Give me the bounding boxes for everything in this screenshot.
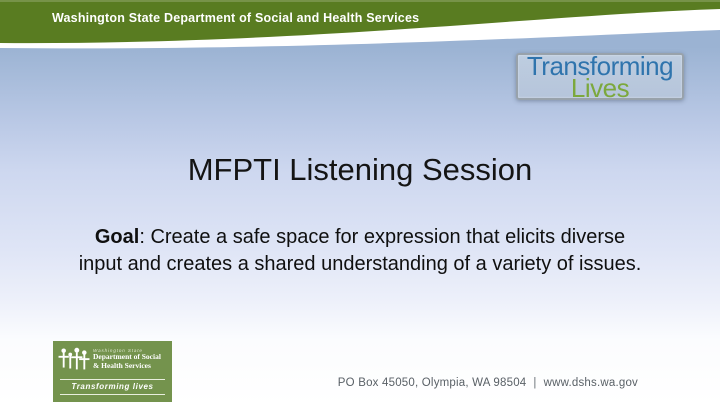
goal-line-2: input and creates a shared understanding of a variety of issues. bbox=[78, 253, 642, 275]
dshs-divider-top bbox=[60, 379, 165, 380]
footer-contact-line bbox=[338, 377, 638, 389]
badge-lives-text: Lives bbox=[570, 72, 630, 103]
dshs-tagline: Transforming lives bbox=[71, 382, 154, 391]
dshs-people-icon bbox=[58, 346, 90, 376]
goal-line-1 bbox=[0, 224, 720, 251]
transforming-lives-badge bbox=[516, 50, 684, 103]
dshs-dept-line2: & Health Services bbox=[93, 360, 151, 370]
footer-address: PO Box 45050, Olympia, WA 98504 bbox=[337, 377, 527, 389]
dshs-divider-bottom bbox=[60, 394, 165, 395]
dshs-dept-line1: Department of Social bbox=[93, 352, 161, 361]
goal-label: Goal bbox=[94, 226, 140, 248]
footer-divider: | bbox=[533, 377, 537, 389]
footer-website: www.dshs.wa.gov bbox=[543, 377, 638, 389]
dshs-logo-text bbox=[93, 345, 161, 370]
goal-line-1-text: : Create a safe space for expression that elicits diverse bbox=[139, 226, 626, 248]
dshs-logo bbox=[53, 341, 172, 402]
dshs-logo-top bbox=[58, 345, 167, 376]
goal-statement bbox=[0, 224, 720, 278]
header-department-title: Washington State Department of Social and Health Services bbox=[52, 11, 420, 25]
badge-transforming-text: Transforming bbox=[526, 50, 674, 81]
dshs-state-label: Washington State bbox=[93, 348, 143, 353]
page-title: MFPTI Listening Session bbox=[187, 152, 533, 187]
